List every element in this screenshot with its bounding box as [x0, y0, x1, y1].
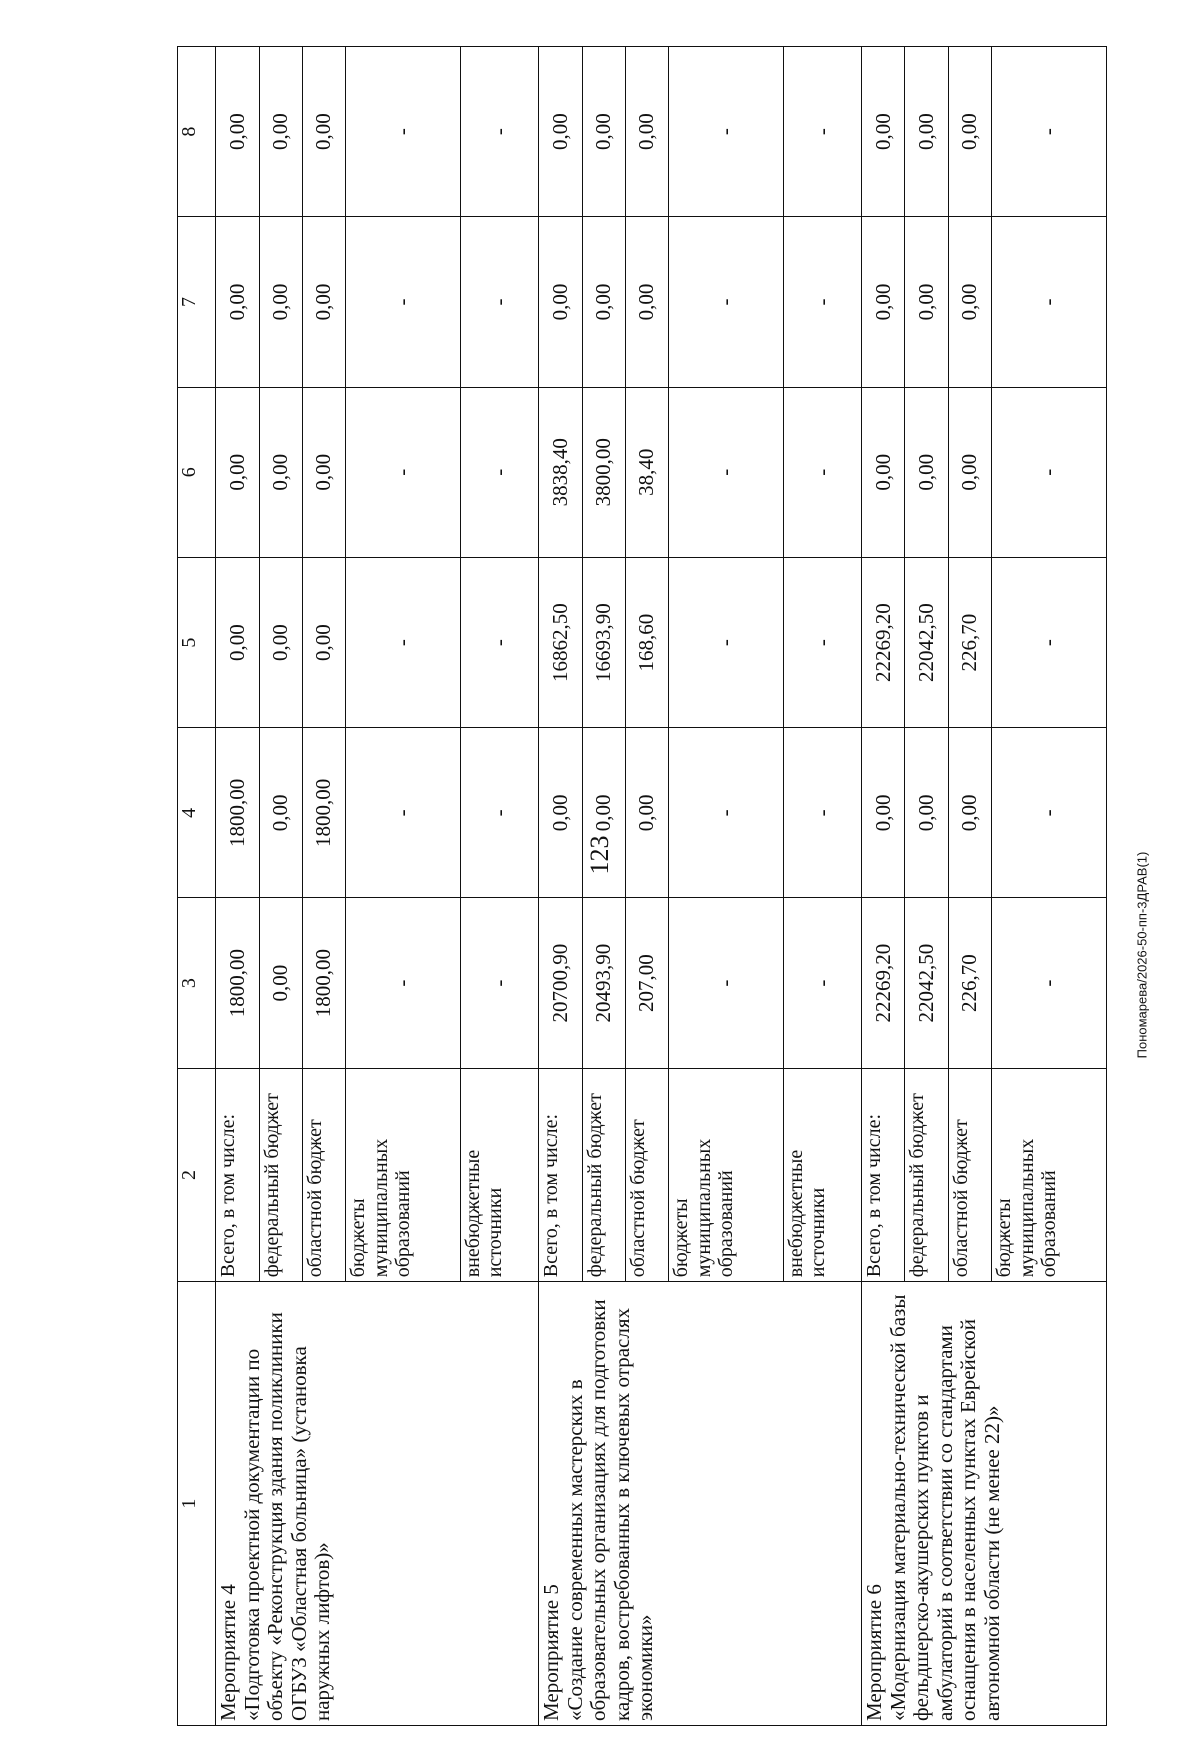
- funding-source: внебюджетные источники: [783, 1068, 861, 1281]
- amount-cell: 3838,40: [539, 387, 582, 557]
- amount-cell: 0,00: [905, 217, 948, 387]
- funding-source: областной бюджет: [302, 1068, 345, 1281]
- amount-cell: -: [346, 387, 461, 557]
- amount-cell: 0,00: [539, 47, 582, 217]
- funding-source: областной бюджет: [948, 1068, 991, 1281]
- funding-source: федеральный бюджет: [905, 1068, 948, 1281]
- amount-cell: -: [669, 387, 784, 557]
- amount-cell: 22042,50: [905, 557, 948, 727]
- amount-cell: 0,00: [905, 47, 948, 217]
- amount-cell: 0,00: [259, 557, 302, 727]
- amount-cell: 0,00: [862, 47, 905, 217]
- funding-source: внебюджетные источники: [461, 1068, 539, 1281]
- amount-cell: -: [346, 557, 461, 727]
- amount-cell: -: [783, 898, 861, 1068]
- amount-cell: 0,00: [259, 47, 302, 217]
- amount-cell: 207,00: [625, 898, 668, 1068]
- amount-cell: -: [783, 47, 861, 217]
- amount-cell: -: [346, 728, 461, 898]
- amount-cell: 1800,00: [302, 898, 345, 1068]
- amount-cell: -: [461, 47, 539, 217]
- amount-cell: 0,00: [539, 728, 582, 898]
- amount-cell: 0,00: [948, 217, 991, 387]
- amount-cell: 0,00: [905, 728, 948, 898]
- funding-source: областной бюджет: [625, 1068, 668, 1281]
- measure-description: Мероприятие 5 «Создание современных мастерских в образовательных организациях для подготовки кадров, востребованных в ключевых отраслях экономики»: [539, 1282, 862, 1726]
- amount-cell: 1800,00: [216, 898, 259, 1068]
- column-number: 6: [178, 387, 216, 557]
- amount-cell: -: [992, 898, 1107, 1068]
- column-number: 7: [178, 217, 216, 387]
- table-row: [539, 47, 582, 1726]
- table-body: [178, 47, 1107, 1726]
- amount-cell: -: [346, 47, 461, 217]
- page-number: 123: [585, 835, 614, 875]
- funding-source: Всего, в том числе:: [216, 1068, 259, 1281]
- amount-cell: -: [669, 728, 784, 898]
- amount-cell: 0,00: [259, 387, 302, 557]
- amount-cell: 0,00: [862, 387, 905, 557]
- funding-source: бюджеты муниципальных образований: [346, 1068, 461, 1281]
- amount-cell: -: [783, 728, 861, 898]
- amount-cell: -: [669, 47, 784, 217]
- amount-cell: 0,00: [302, 557, 345, 727]
- amount-cell: 226,70: [948, 898, 991, 1068]
- column-number: 8: [178, 47, 216, 217]
- amount-cell: -: [461, 217, 539, 387]
- funding-source: Всего, в том числе:: [539, 1068, 582, 1281]
- amount-cell: 0,00: [948, 47, 991, 217]
- amount-cell: -: [992, 47, 1107, 217]
- amount-cell: -: [461, 728, 539, 898]
- funding-source: Всего, в том числе:: [862, 1068, 905, 1281]
- column-number: 2: [178, 1068, 216, 1281]
- measure-description: Мероприятие 4 «Подготовка проектной документации по объекту «Реконструкция здания поликлиники ОГБУЗ «Областная больница» (установка наружных лифтов)»: [216, 1282, 539, 1726]
- amount-cell: 0,00: [862, 217, 905, 387]
- column-number: 4: [178, 728, 216, 898]
- budget-table-container: [177, 46, 1107, 1726]
- amount-cell: 0,00: [259, 217, 302, 387]
- amount-cell: 0,00: [948, 387, 991, 557]
- footer-code: Пономарева/2026-50-пп-3ДРАВ(1): [1134, 851, 1150, 1059]
- amount-cell: 0,00: [948, 728, 991, 898]
- amount-cell: -: [992, 557, 1107, 727]
- amount-cell: 20700,90: [539, 898, 582, 1068]
- amount-cell: 0,00: [582, 217, 625, 387]
- funding-source: бюджеты муниципальных образований: [992, 1068, 1107, 1281]
- amount-cell: 20493,90: [582, 898, 625, 1068]
- amount-cell: -: [992, 217, 1107, 387]
- amount-cell: -: [783, 387, 861, 557]
- amount-cell: 0,00: [259, 728, 302, 898]
- table-row: [216, 47, 259, 1726]
- amount-cell: -: [461, 387, 539, 557]
- column-number: 5: [178, 557, 216, 727]
- table-row: [862, 47, 905, 1726]
- amount-cell: -: [669, 557, 784, 727]
- amount-cell: 1800,00: [216, 728, 259, 898]
- amount-cell: 0,00: [625, 47, 668, 217]
- amount-cell: -: [346, 217, 461, 387]
- amount-cell: 0,00: [216, 47, 259, 217]
- amount-cell: -: [783, 217, 861, 387]
- amount-cell: -: [461, 898, 539, 1068]
- amount-cell: -: [783, 557, 861, 727]
- amount-cell: -: [992, 728, 1107, 898]
- amount-cell: 0,00: [862, 728, 905, 898]
- measure-description: Мероприятие 6 «Модернизация материально-технической базы фельдшерско-акушерских пунктов и амбулаторий в соответствии со стандартами оснащения в населенных пунктах Еврейской автономной области (не менее 22)»: [862, 1282, 1107, 1726]
- amount-cell: 22269,20: [862, 557, 905, 727]
- amount-cell: -: [669, 898, 784, 1068]
- column-number-row: [178, 47, 216, 1726]
- amount-cell: -: [346, 898, 461, 1068]
- funding-source: федеральный бюджет: [582, 1068, 625, 1281]
- amount-cell: 22269,20: [862, 898, 905, 1068]
- funding-source: федеральный бюджет: [259, 1068, 302, 1281]
- amount-cell: 0,00: [625, 728, 668, 898]
- amount-cell: 16862,50: [539, 557, 582, 727]
- amount-cell: -: [992, 387, 1107, 557]
- budget-table: [177, 46, 1107, 1726]
- amount-cell: 22042,50: [905, 898, 948, 1068]
- funding-source: бюджеты муниципальных образований: [669, 1068, 784, 1281]
- amount-cell: -: [461, 557, 539, 727]
- amount-cell: 16693,90: [582, 557, 625, 727]
- amount-cell: 38,40: [625, 387, 668, 557]
- amount-cell: 168,60: [625, 557, 668, 727]
- amount-cell: 0,00: [539, 217, 582, 387]
- amount-cell: 0,00: [582, 728, 625, 898]
- amount-cell: 0,00: [216, 557, 259, 727]
- column-number: 3: [178, 898, 216, 1068]
- amount-cell: 3800,00: [582, 387, 625, 557]
- amount-cell: 0,00: [302, 217, 345, 387]
- amount-cell: 0,00: [216, 387, 259, 557]
- amount-cell: 1800,00: [302, 728, 345, 898]
- amount-cell: 0,00: [582, 47, 625, 217]
- amount-cell: 0,00: [216, 217, 259, 387]
- amount-cell: -: [669, 217, 784, 387]
- amount-cell: 0,00: [905, 387, 948, 557]
- amount-cell: 0,00: [302, 47, 345, 217]
- amount-cell: 0,00: [259, 898, 302, 1068]
- amount-cell: 0,00: [625, 217, 668, 387]
- column-number: 1: [178, 1282, 216, 1726]
- amount-cell: 226,70: [948, 557, 991, 727]
- amount-cell: 0,00: [302, 387, 345, 557]
